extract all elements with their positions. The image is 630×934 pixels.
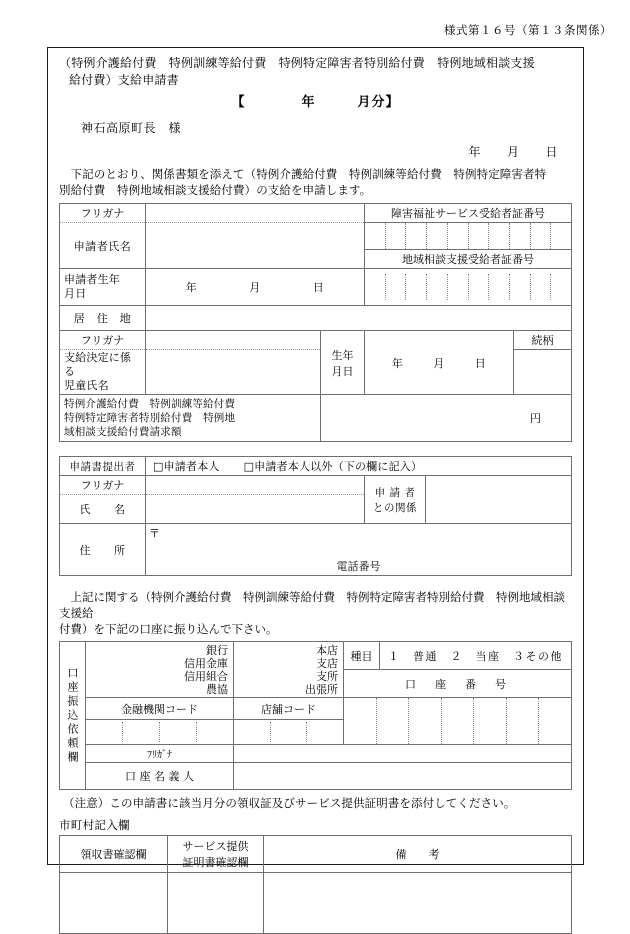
submission-date — [59, 143, 572, 160]
institution-type-shinkin: 信用金庫 — [184, 657, 228, 670]
applicant-furigana-field[interactable] — [146, 204, 365, 223]
account-number-grid[interactable] — [344, 698, 572, 745]
intro-line1: 下記のとおり、関係書類を添えて（特例介護給付費 特例訓練等給付費 特例特定障害者特 — [59, 167, 547, 181]
submitter-address-label: 住 所 — [60, 524, 146, 576]
claim-amount-unit: 円 — [530, 412, 542, 425]
service-cert-cells[interactable] — [365, 223, 571, 249]
chiiki-cert-cells[interactable] — [365, 274, 571, 300]
submitter-furigana-field[interactable] — [146, 476, 365, 495]
remarks-label: 備 考 — [264, 836, 572, 873]
form-title — [59, 55, 572, 89]
account-number-cells[interactable] — [344, 698, 571, 744]
bank-code-cells[interactable] — [86, 722, 233, 742]
bank-vertical-label — [60, 642, 86, 790]
branch-type-shiten: 支店 — [316, 657, 338, 670]
claim-label-l2: 特例特定障害者特別給付費 特例地 — [64, 412, 236, 424]
holder-furigana-field[interactable] — [234, 745, 572, 763]
child-birth-field[interactable] — [365, 331, 514, 395]
service-cert-grid[interactable] — [365, 223, 572, 250]
relation-field[interactable] — [514, 350, 572, 395]
institution-type-shinkumi: 信用組合 — [184, 670, 228, 683]
transfer-intro-line1: 上記に関する（特例介護給付費 特例訓練等給付費 特例特定障害者特別給付費 特例地域相談支援給 — [59, 590, 565, 620]
applicant-birth-field[interactable] — [146, 269, 365, 306]
transfer-intro — [59, 589, 572, 637]
table-row — [60, 204, 572, 223]
relation-label: 続柄 — [514, 331, 572, 350]
table-row — [60, 873, 572, 934]
submitter-address-field[interactable] — [146, 524, 572, 576]
child-furigana-field[interactable] — [146, 331, 321, 350]
table-row — [60, 745, 572, 763]
transfer-intro-line2: 付費）を下記の口座に振り込んで下さい。 — [59, 622, 278, 636]
table-row — [60, 269, 572, 306]
child-name-label — [60, 350, 146, 395]
branch-type-honten: 本店 — [316, 644, 338, 657]
submitter-label: 申請書提出者 — [60, 457, 146, 476]
municipal-section-heading: 市町村記入欄 — [59, 818, 130, 832]
branch-code-grid[interactable] — [234, 720, 344, 745]
submitter-relation-l1: 申 請 者 — [374, 486, 416, 499]
submitter-relation-label — [365, 476, 426, 524]
child-birth-year: 年 — [391, 356, 404, 370]
applicant-birth-label-l2: 月日 — [64, 287, 87, 300]
claim-label-l1: 特例介護給付費 特例訓練等給付費 — [64, 398, 236, 410]
table-row — [60, 642, 572, 670]
account-number-label: 口 座 番 号 — [344, 670, 572, 698]
addressee: 神石高原町長 様 — [81, 121, 182, 135]
submitter-table — [59, 456, 572, 576]
child-birth-label-l1: 生年 — [331, 348, 354, 362]
table-row — [60, 476, 572, 495]
postal-mark: 〒 — [149, 527, 160, 540]
claim-label-l3: 域相談支援給付費請求額 — [64, 426, 182, 438]
institution-type-nokyo: 農協 — [206, 683, 228, 696]
claim-amount-field[interactable] — [321, 395, 572, 442]
child-furigana-label: フリガナ — [60, 331, 146, 350]
branch-code-cells[interactable] — [234, 722, 343, 742]
child-birth-label-l2: 月日 — [331, 364, 354, 378]
applicant-birth-label-l1: 申請者生年 — [64, 273, 120, 286]
municipal-table — [59, 835, 572, 934]
receipt-check-field[interactable] — [60, 873, 168, 934]
notice-text: （注意）この申請書に該当月分の領収証及びサービス提供証明書を添付してください。 — [63, 796, 516, 810]
form-title-line1: （特例介護給付費 特例訓練等給付費 特例特定障害者特別給付費 特例地域相談支援 — [59, 56, 535, 70]
form-page — [47, 47, 584, 869]
target-month: 【 年 月分】 — [231, 95, 400, 110]
table-row — [60, 457, 572, 476]
residence-field[interactable] — [146, 306, 572, 331]
submitter-name-label: 氏 名 — [60, 495, 146, 524]
child-name-field[interactable] — [146, 350, 321, 395]
bank-code-grid[interactable] — [86, 720, 234, 745]
applicant-name-field[interactable] — [146, 223, 365, 269]
branch-type-shucchojo: 出張所 — [305, 683, 338, 696]
intro-paragraph — [59, 166, 572, 198]
account-type-options[interactable]: １ 普通 ２ 当座 ３その他 — [380, 642, 572, 670]
holder-name-label: 口 座 名 義 人 — [86, 763, 234, 790]
child-birth-label — [321, 331, 365, 395]
bank-vertical-label-text: 口座振込依頼欄 — [66, 666, 79, 765]
chiiki-cert-grid[interactable] — [365, 269, 572, 306]
service-cert-check-l1: サービス提供 — [182, 840, 249, 853]
child-birth-day: 日 — [474, 356, 487, 370]
service-cert-label: 障害福祉サービス受給者証番号 — [365, 204, 572, 223]
residence-label: 居 住 地 — [60, 306, 146, 331]
chiiki-cert-label: 地域相談支援受給者証番号 — [365, 250, 572, 269]
applicant-furigana-label: フリガナ — [60, 204, 146, 223]
holder-furigana-label: ﾌﾘｶﾞﾅ — [86, 745, 234, 763]
claim-amount-label — [60, 395, 321, 442]
table-row — [60, 763, 572, 790]
table-row — [60, 306, 572, 331]
table-row — [60, 223, 572, 250]
child-name-label-l1: 支給決定に係る — [64, 351, 132, 378]
table-row — [60, 698, 572, 720]
table-row — [60, 524, 572, 576]
remarks-field[interactable] — [264, 873, 572, 934]
applicant-birth-day: 日 — [312, 281, 325, 294]
child-birth-month: 月 — [433, 356, 445, 370]
intro-line2: 別給付費 特例地域相談支援給付費）の支給を申請します。 — [59, 183, 372, 197]
child-name-label-l2: 児童氏名 — [64, 379, 109, 392]
bank-code-label: 金融機関コード — [86, 698, 234, 720]
branch-type-shisho: 支所 — [316, 670, 338, 683]
submitter-furigana-label: フリガナ — [60, 476, 146, 495]
checkbox-other[interactable]: □申請者本人以外（下の欄に記入） — [243, 460, 423, 473]
form-number: 様式第１６号（第１３条関係） — [444, 23, 612, 37]
applicant-birth-month: 月 — [249, 281, 261, 294]
applicant-birth-year: 年 — [185, 281, 198, 294]
phone-label: 電話番号 — [336, 560, 381, 573]
service-cert-check-field[interactable] — [168, 873, 264, 934]
institution-name-field[interactable] — [86, 642, 234, 698]
applicant-table — [59, 203, 572, 442]
account-type-label: 種目 — [344, 642, 380, 670]
form-title-line2: 給付費）支給申請書 — [69, 73, 179, 87]
date-month-label: 月 — [506, 145, 520, 159]
applicant-name-label: 申請者氏名 — [60, 223, 146, 269]
checkbox-self[interactable]: □申請者本人 — [153, 460, 220, 473]
receipt-check-label: 領収書確認欄 — [60, 836, 168, 873]
branch-name-field[interactable] — [234, 642, 344, 698]
table-row — [60, 395, 572, 442]
table-row — [60, 331, 572, 350]
service-cert-check-label — [168, 836, 264, 873]
date-year-label: 年 — [468, 145, 481, 159]
bank-transfer-table — [59, 641, 572, 790]
service-cert-check-l2: 証明書確認欄 — [182, 856, 249, 869]
holder-name-field[interactable] — [234, 763, 572, 790]
submitter-name-field[interactable] — [146, 495, 365, 524]
submitter-checkboxes[interactable] — [146, 457, 572, 476]
submitter-relation-field[interactable] — [426, 476, 572, 524]
submitter-relation-l2: との関係 — [373, 501, 417, 514]
date-day-label: 日 — [545, 145, 558, 159]
applicant-birth-label — [60, 269, 146, 306]
branch-code-label: 店舗コード — [234, 698, 344, 720]
table-row — [60, 836, 572, 873]
institution-type-ginko: 銀行 — [206, 644, 228, 657]
